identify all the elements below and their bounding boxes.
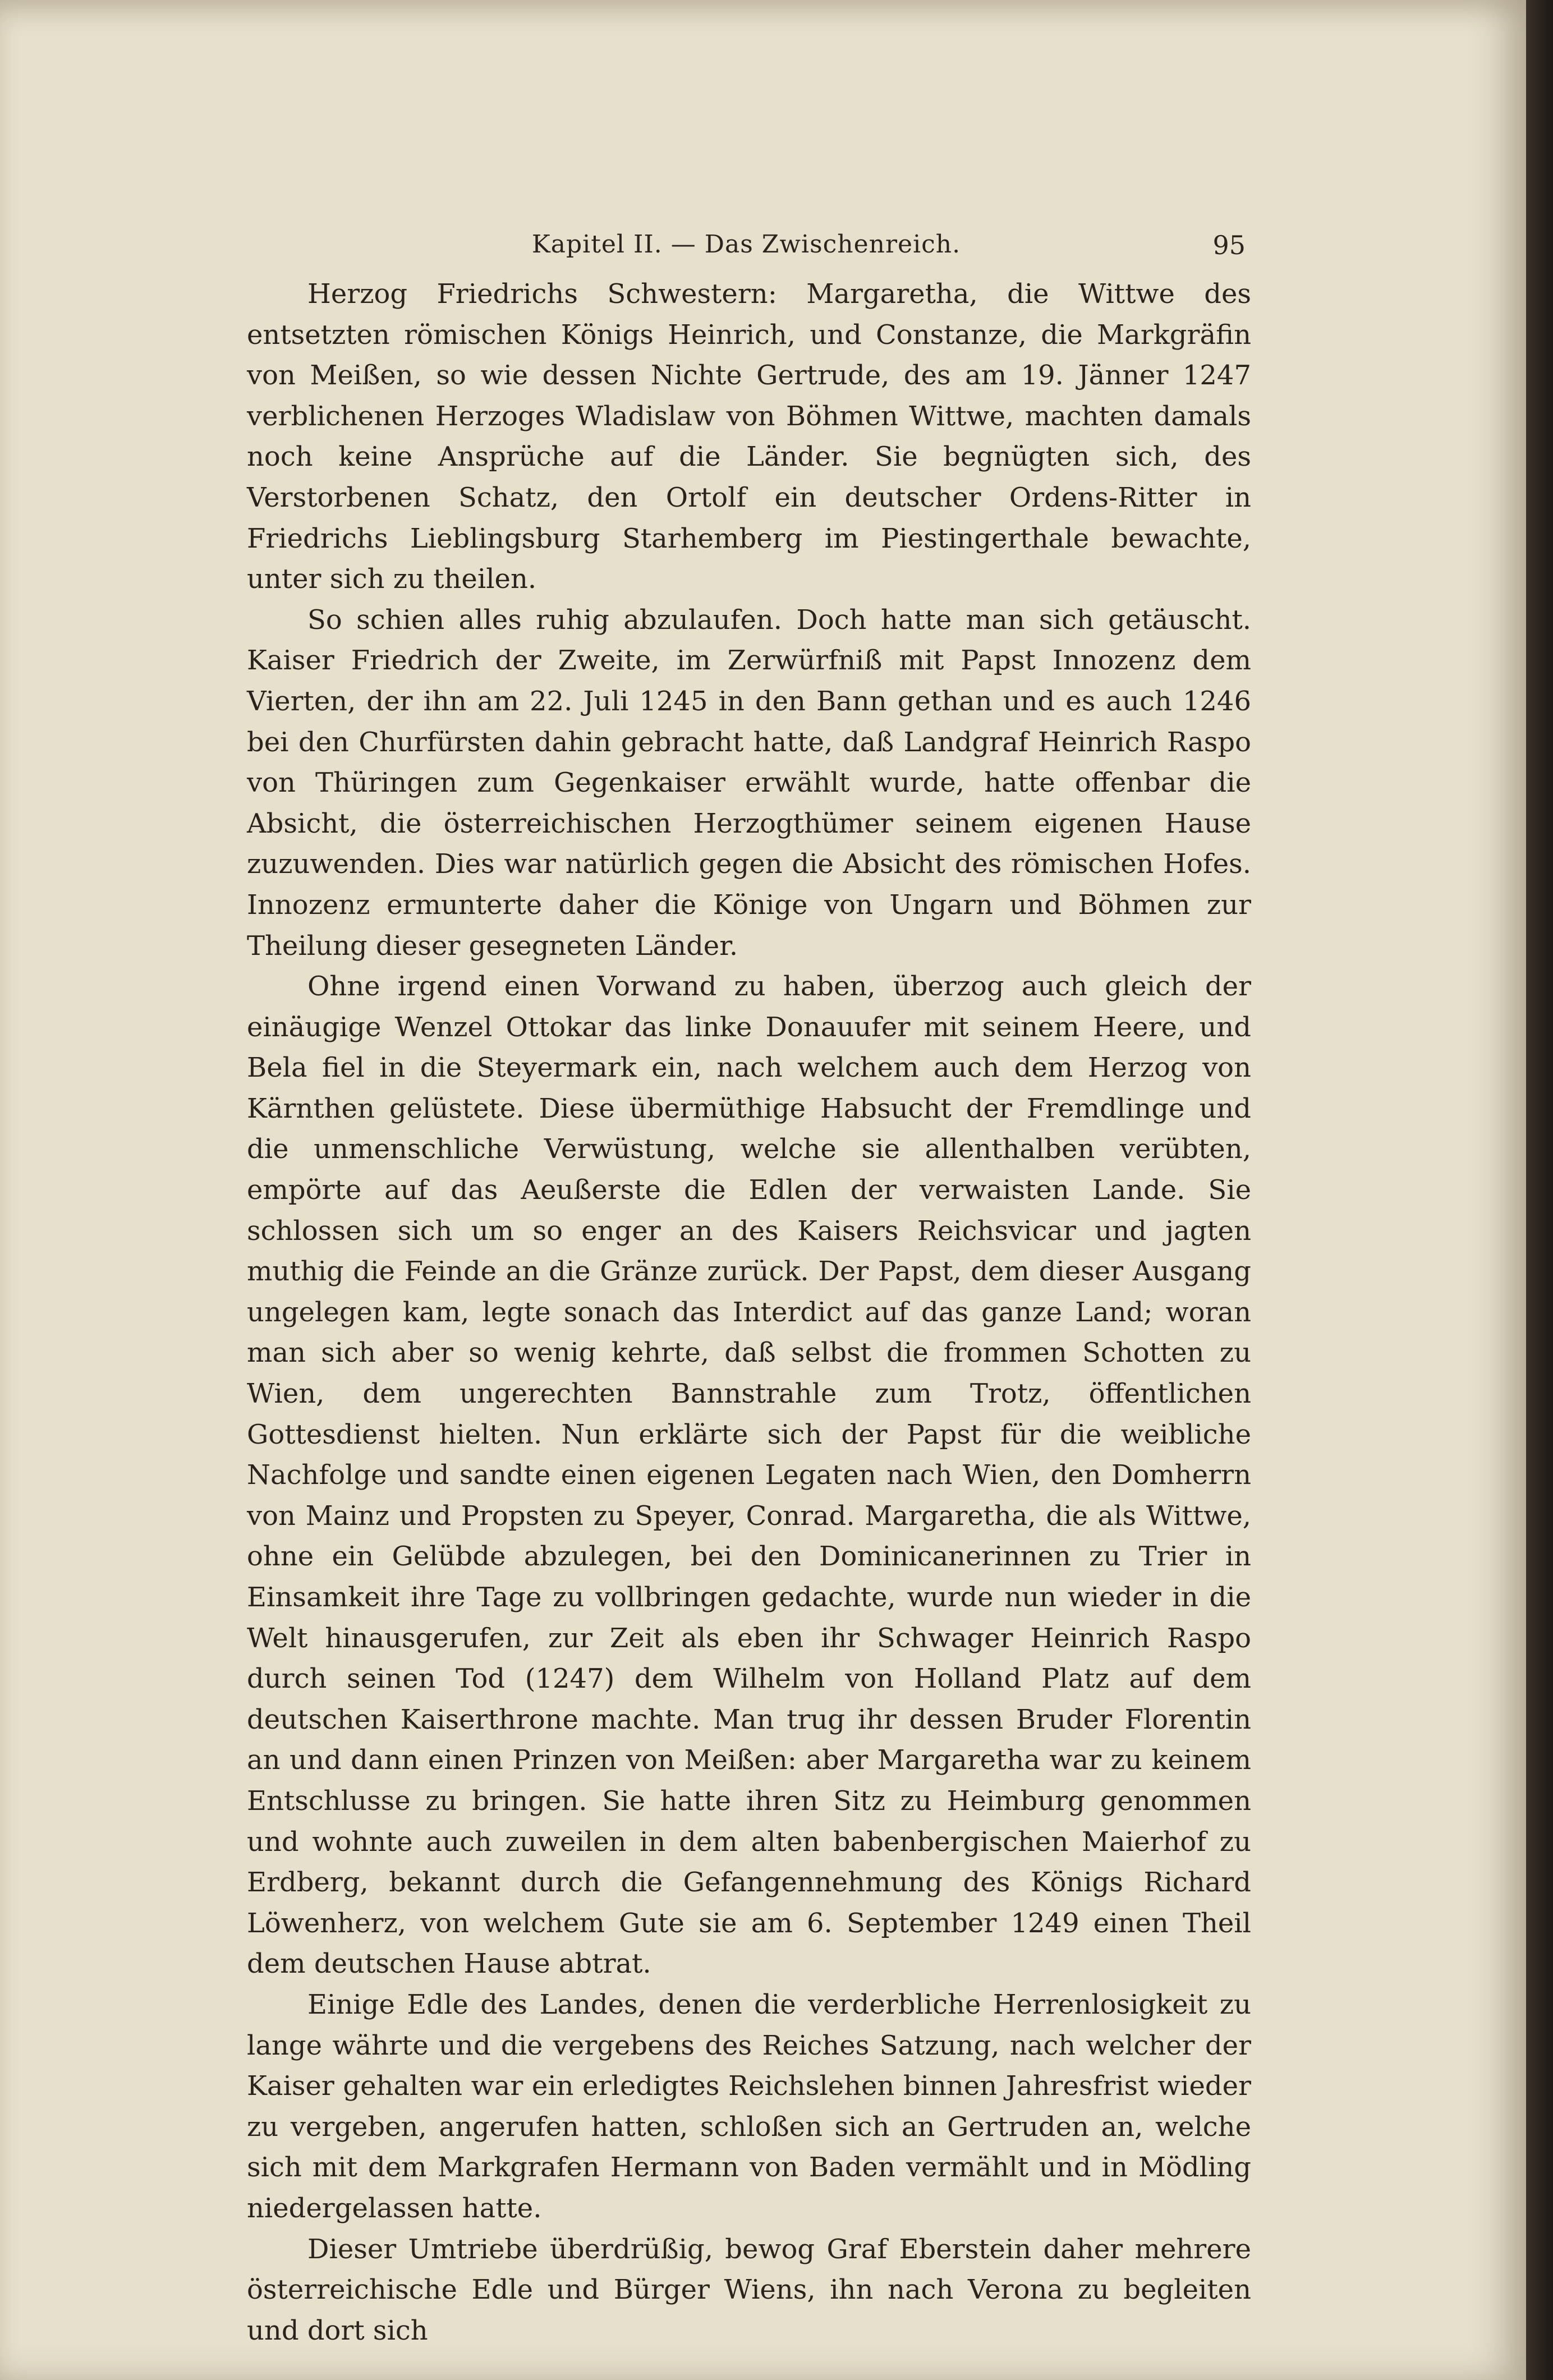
- running-header: [247, 230, 1246, 275]
- paragraph: Einige Edle des Landes, denen die verderbliche Herrenlosigkeit zu lange währte und die vergebens des Reiches Satzung, nach welcher der Kaiser gehalten war ein erledigtes Reichslehen binnen Jahresfrist wieder zu vergeben, angerufen hatten, schloßen sich an Gertruden an, welche sich mit dem Markgrafen Hermann von Baden vermählt und in Mödling niedergelassen hatte.: [247, 1988, 1251, 2224]
- chapter-title: Kapitel II. — Das Zwischenreich.: [531, 230, 961, 259]
- book-edge: [1526, 0, 1553, 2380]
- paragraph: So schien alles ruhig abzulaufen. Doch hatte man sich getäuscht. Kaiser Friedrich der Zweite, im Zerwürfniß mit Papst Innozenz dem Vierten, der ihn am 22. Juli 1245 in den Bann gethan und es auch 1246 bei den Churfürsten dahin gebracht hatte, daß Landgraf Heinrich Raspo von Thüringen zum Gegenkaiser erwählt wurde, hatte offenbar die Absicht, die österreichischen Herzogthümer seinem eigenen Hause zuzuwenden. Dies war natürlich gegen die Absicht des römischen Hofes. Innozenz ermunterte daher die Könige von Ungarn und Böhmen zur Theilung dieser gesegneten Länder.: [247, 604, 1251, 962]
- body-text: [247, 274, 1251, 2351]
- paragraph: Ohne irgend einen Vorwand zu haben, überzog auch gleich der einäugige Wenzel Ottokar das linke Donauufer mit seinem Heere, und Bela fiel in die Steyermark ein, nach welchem auch dem Herzog von Kärnthen gelüstete. Diese übermüthige Habsucht der Fremdlinge und die unmenschliche Verwüstung, welche sie allenthalben verübten, empörte auf das Aeußerste die Edlen der verwaisten Lande. Sie schlossen sich um so enger an des Kaisers Reichsvicar und jagten muthig die Feinde an die Gränze zurück. Der Papst, dem dieser Ausgang ungelegen kam, legte sonach das Interdict auf das ganze Land; woran man sich aber so wenig kehrte, daß selbst die frommen Schotten zu Wien, dem ungerechten Bannstrahle zum Trotz, öffentlichen Gottesdienst hielten. Nun erklärte sich der Papst für die weibliche Nachfolge und sandte einen eigenen Legaten nach Wien, den Domherrn von Mainz und Propsten zu Speyer, Conrad. Margaretha, die als Wittwe, ohne ein Gelübde abzulegen, bei den Dominicanerinnen zu Trier in Einsamkeit ihre Tage zu vollbringen gedachte, wurde nun wieder in die Welt hinausgerufen, zur Zeit als eben ihr Schwager Heinrich Raspo durch seinen Tod (1247) dem Wilhelm von Holland Platz auf dem deutschen Kaiserthrone machte. Man trug ihr dessen Bruder Florentin an und dann einen Prinzen von Meißen: aber Margaretha war zu keinem Entschlusse zu bringen. Sie hatte ihren Sitz zu Heimburg genommen und wohnte auch zuweilen in dem alten babenbergischen Maierhof zu Erdberg, bekannt durch die Gefangennehmung des Königs Richard Löwenherz, von welchem Gute sie am 6. September 1249 einen Theil dem deutschen Hause abtrat.: [247, 971, 1251, 1980]
- page-number: 95: [1212, 230, 1246, 260]
- paragraph: Herzog Friedrichs Schwestern: Margaretha, die Wittwe des entsetzten römischen Königs Heinrich, und Constanze, die Markgräfin von Meißen, so wie dessen Nichte Gertrude, des am 19. Jänner 1247 verblichenen Herzoges Wladislaw von Böhmen Wittwe, machten damals noch keine Ansprüche auf die Länder. Sie begnügten sich, des Verstorbenen Schatz, den Ortolf ein deutscher Ordens-Ritter in Friedrichs Lieblingsburg Starhemberg im Piestingerthale bewachte, unter sich zu theilen.: [247, 278, 1251, 595]
- paragraph: Dieser Umtriebe überdrüßig, bewog Graf Eberstein daher mehrere österreichische Edle und Bürger Wiens, ihn nach Verona zu begleiten und dort sich: [247, 2233, 1251, 2346]
